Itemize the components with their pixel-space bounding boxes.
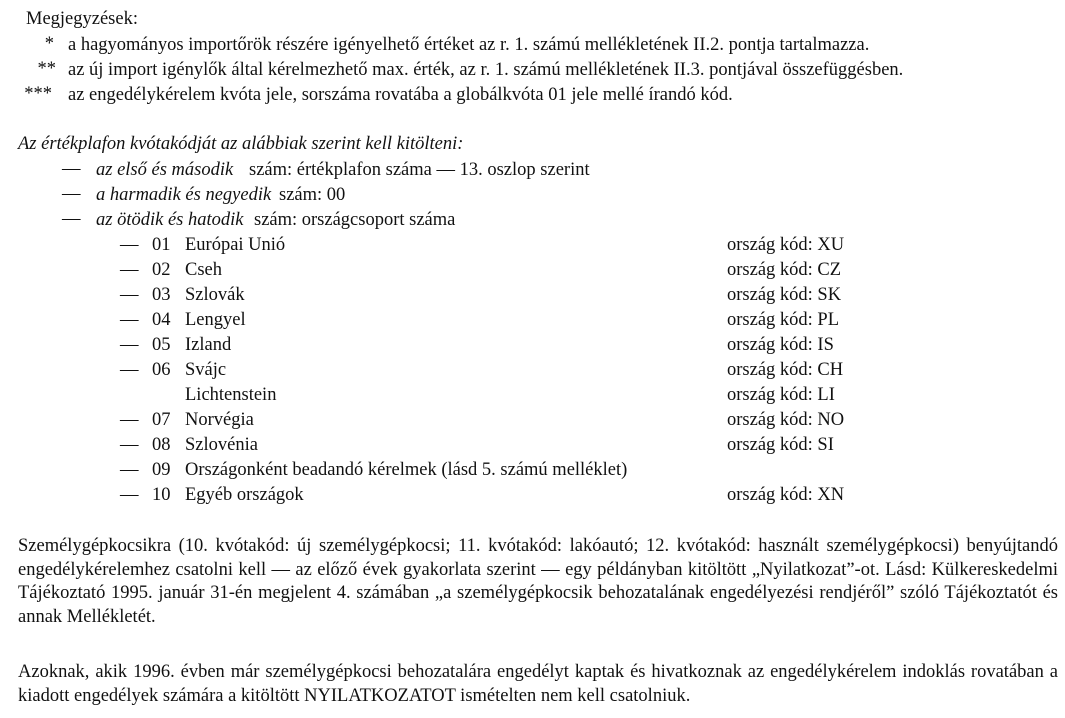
country-name: Lichtenstein — [185, 385, 277, 405]
rule-text: szám: országcsoport száma — [254, 210, 456, 230]
country-row — [0, 385, 1065, 407]
country-kod: ország kód: IS — [727, 335, 834, 355]
note-item — [0, 59, 1065, 81]
note-item — [0, 34, 1065, 56]
country-row — [0, 285, 1065, 307]
country-kod: ország kód: NO — [727, 410, 845, 430]
note-mark: * — [44, 34, 54, 54]
country-kod: ország kód: LI — [727, 385, 835, 405]
rule-emphasis: az első és második — [96, 160, 234, 180]
country-row — [0, 485, 1065, 507]
country-kod: ország kód: XU — [727, 235, 845, 255]
country-row — [0, 410, 1065, 432]
country-dash: — — [120, 310, 139, 330]
country-dash: — — [120, 335, 139, 355]
country-name: Norvégia — [185, 410, 254, 430]
country-code: 02 — [152, 260, 171, 280]
country-row — [0, 310, 1065, 332]
country-code: 05 — [152, 335, 171, 355]
country-name: Európai Unió — [185, 235, 286, 255]
country-kod: ország kód: CH — [727, 360, 844, 380]
country-name: Egyéb országok — [185, 485, 304, 505]
rule-text: szám: értékplafon száma — 13. oszlop szerint — [249, 160, 590, 180]
country-dash: — — [120, 460, 139, 480]
rule-emphasis: a harmadik és negyedik — [96, 185, 272, 205]
country-kod: ország kód: SI — [727, 435, 834, 455]
country-code: 03 — [152, 285, 171, 305]
rule-dash: — — [62, 159, 81, 179]
note-mark: ** — [37, 59, 56, 79]
country-name: Cseh — [185, 260, 222, 280]
country-name: Svájc — [185, 360, 227, 380]
country-row — [0, 335, 1065, 357]
country-dash: — — [120, 435, 139, 455]
country-kod: ország kód: CZ — [727, 260, 842, 280]
country-dash: — — [120, 235, 139, 255]
rule-dash: — — [62, 209, 81, 229]
country-row — [0, 235, 1065, 257]
country-dash: — — [120, 410, 139, 430]
note-text: az új import igénylők által kérelmezhető max. érték, az r. 1. számú mellékletének II.3. pontjával összefüggésben. — [68, 60, 904, 80]
country-code: 08 — [152, 435, 171, 455]
country-name: Szlovák — [185, 285, 245, 305]
rule-item — [0, 184, 1065, 206]
country-row — [0, 435, 1065, 457]
country-code: 04 — [152, 310, 171, 330]
country-dash: — — [120, 485, 139, 505]
country-code: 09 — [152, 460, 171, 480]
country-code: 10 — [152, 485, 171, 505]
country-name: Szlovénia — [185, 435, 258, 455]
country-name: Izland — [185, 335, 232, 355]
paragraph-nyilatkozat: Személygépkocsikra (10. kvótakód: új személygépkocsi; 11. kvótakód: lakóautó; 12. kvótakód: használt személygépkocsi) benyújtandó engedélykérelemhez csatolni kell — az előző évek gyakorlata szerint — egy példányban kitöltött „Nyilatkozat”-ot. Lásd: Külkereskedelmi Tájékoztató 1995. január 31-én megjelent 4. számában „a személygépkocsik behozatalának engedélyezési rendjéről” szóló Tájékoztatót és annak Mellékletét. — [18, 536, 1058, 627]
country-row — [0, 360, 1065, 382]
country-kod: ország kód: SK — [727, 285, 842, 305]
note-text: a hagyományos importőrök részére igényelhető értéket az r. 1. számú mellékletének II.2. pontja tartalmazza. — [68, 35, 870, 55]
country-name: Lengyel — [185, 310, 246, 330]
note-mark: *** — [24, 84, 52, 104]
country-code: 01 — [152, 235, 171, 255]
country-dash: — — [120, 360, 139, 380]
paragraph-azoknak: Azoknak, akik 1996. évben már személygépkocsi behozatalára engedélyt kaptak és hivatkoznak az engedélykérelem indoklás rovatában a kiadott engedélyek számára a kitöltött NYILATKOZATOT ismételten nem kell csatolniuk. — [18, 662, 1058, 706]
rule-dash: — — [62, 184, 81, 204]
note-item — [0, 84, 1065, 106]
rule-item — [0, 159, 1065, 181]
rule-item — [0, 209, 1065, 231]
note-text: az engedélykérelem kvóta jele, sorszáma rovatába a globálkvóta 01 jele mellé írandó kód. — [68, 85, 733, 105]
country-row — [0, 260, 1065, 282]
country-dash: — — [120, 260, 139, 280]
rule-text: szám: 00 — [279, 185, 346, 205]
country-kod: ország kód: PL — [727, 310, 840, 330]
instructions-heading: Az értékplafon kvótakódját az alábbiak szerint kell kitölteni: — [18, 134, 464, 154]
country-kod: ország kód: XN — [727, 485, 845, 505]
rule-emphasis: az ötödik és hatodik — [96, 210, 244, 230]
country-row — [0, 460, 1065, 482]
country-code: 06 — [152, 360, 171, 380]
country-dash: — — [120, 285, 139, 305]
notes-heading: Megjegyzések: — [26, 9, 138, 29]
country-code: 07 — [152, 410, 171, 430]
country-name: Országonként beadandó kérelmek (lásd 5. számú melléklet) — [185, 460, 628, 480]
